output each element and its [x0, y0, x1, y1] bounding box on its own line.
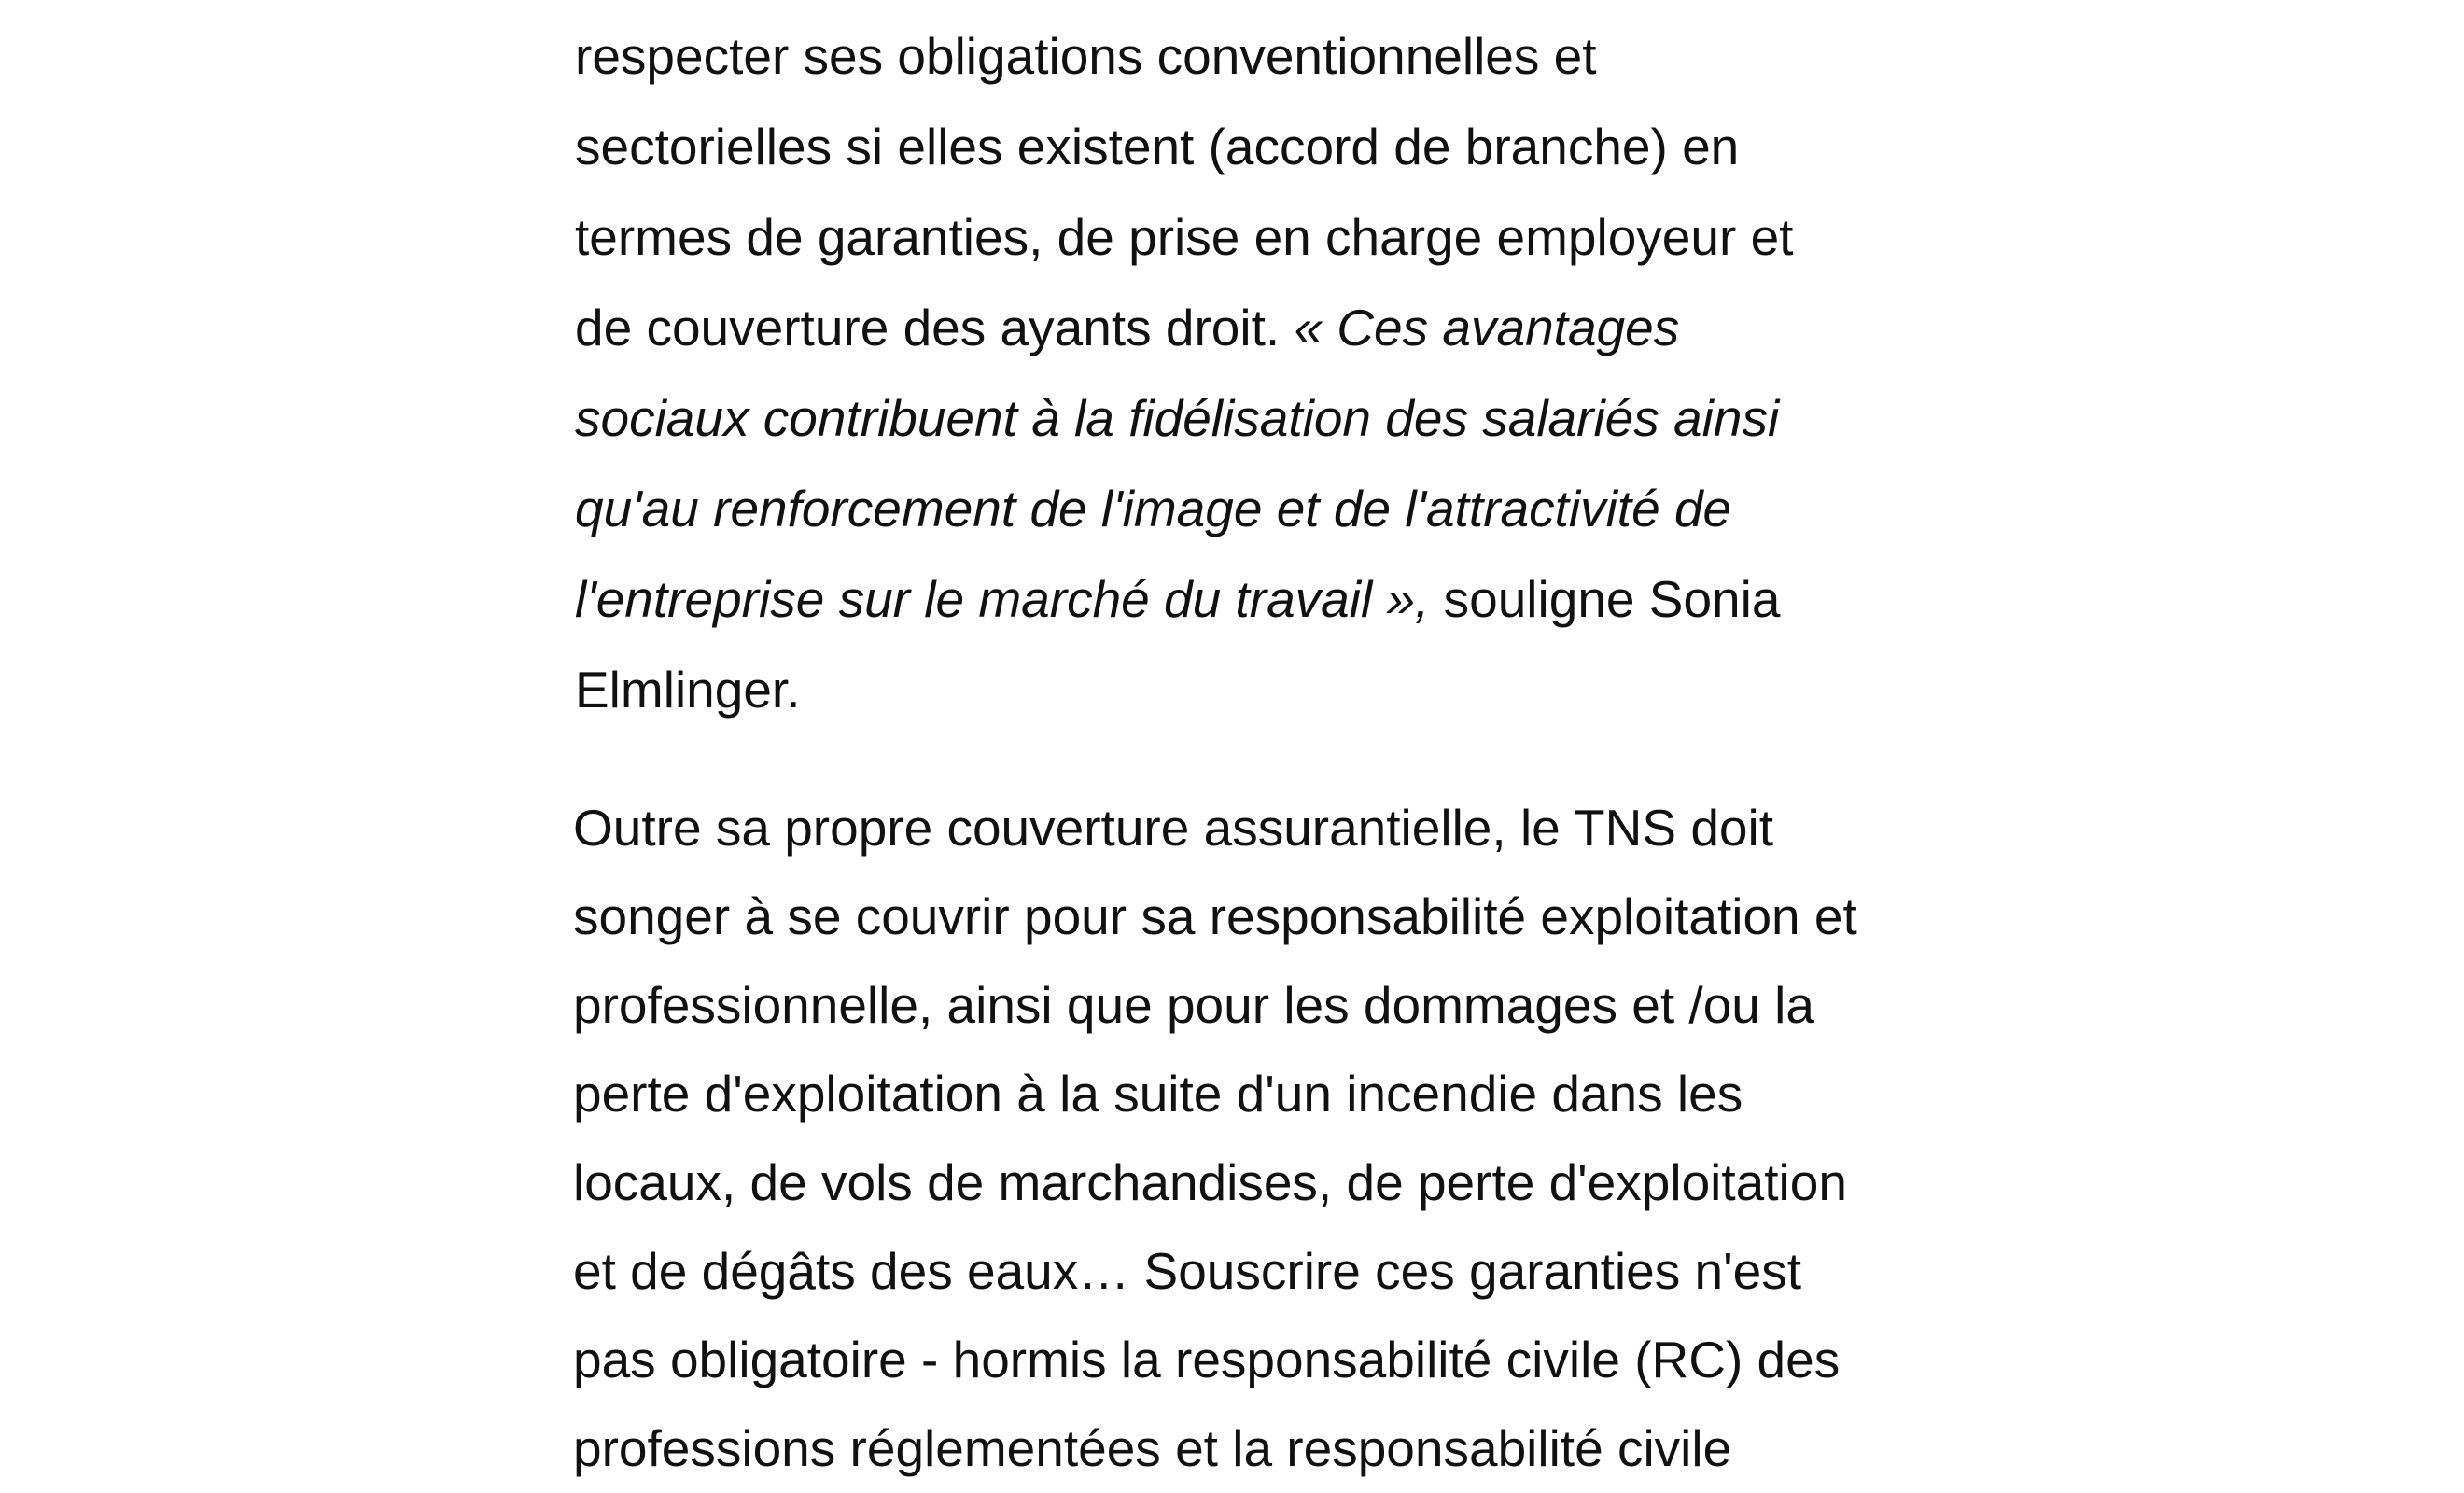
paragraph-coverage: [573, 784, 1973, 1493]
text-line: songer à se couvrir pour sa responsabilité exploitation et: [573, 887, 1857, 945]
text-line: Elmlinger.: [575, 661, 801, 719]
attribution-fragment: souligne Sonia: [1429, 570, 1781, 628]
text-fragment: de couverture des ayants droit.: [575, 299, 1295, 356]
text-line: professionnelle, ainsi que pour les dommages et /ou la: [573, 976, 1814, 1034]
text-line: sectorielles si elles existent (accord de branche) en: [575, 118, 1740, 175]
text-line: locaux, de vols de marchandises, de perte d'exploitation: [573, 1153, 1847, 1211]
text-line: [575, 283, 1975, 373]
quote-line: qu'au renforcement de l'image et de l'attractivité de: [575, 480, 1732, 537]
quote-line: sociaux contribuent à la fidélisation des salariés ainsi: [575, 389, 1780, 447]
text-line: termes de garanties, de prise en charge employeur et: [575, 208, 1794, 266]
text-line: perte d'exploitation à la suite d'un incendie dans les: [573, 1065, 1743, 1123]
text-line: et de dégâts des eaux… Souscrire ces garanties n'est: [573, 1242, 1801, 1300]
quote-fragment: « Ces avantages: [1294, 299, 1680, 356]
text-line: Outre sa propre couverture assurantielle, le TNS doit: [573, 799, 1774, 857]
text-line: pas obligatoire - hormis la responsabilité civile (RC) des: [573, 1331, 1841, 1388]
text-line: respecter ses obligations conventionnelles et: [575, 27, 1597, 85]
text-line: [575, 554, 1975, 645]
text-line: professions réglementées et la responsabilité civile: [573, 1419, 1732, 1477]
quote-fragment: l'entreprise sur le marché du travail »,: [575, 570, 1430, 628]
paragraph-quote: [575, 11, 1975, 735]
